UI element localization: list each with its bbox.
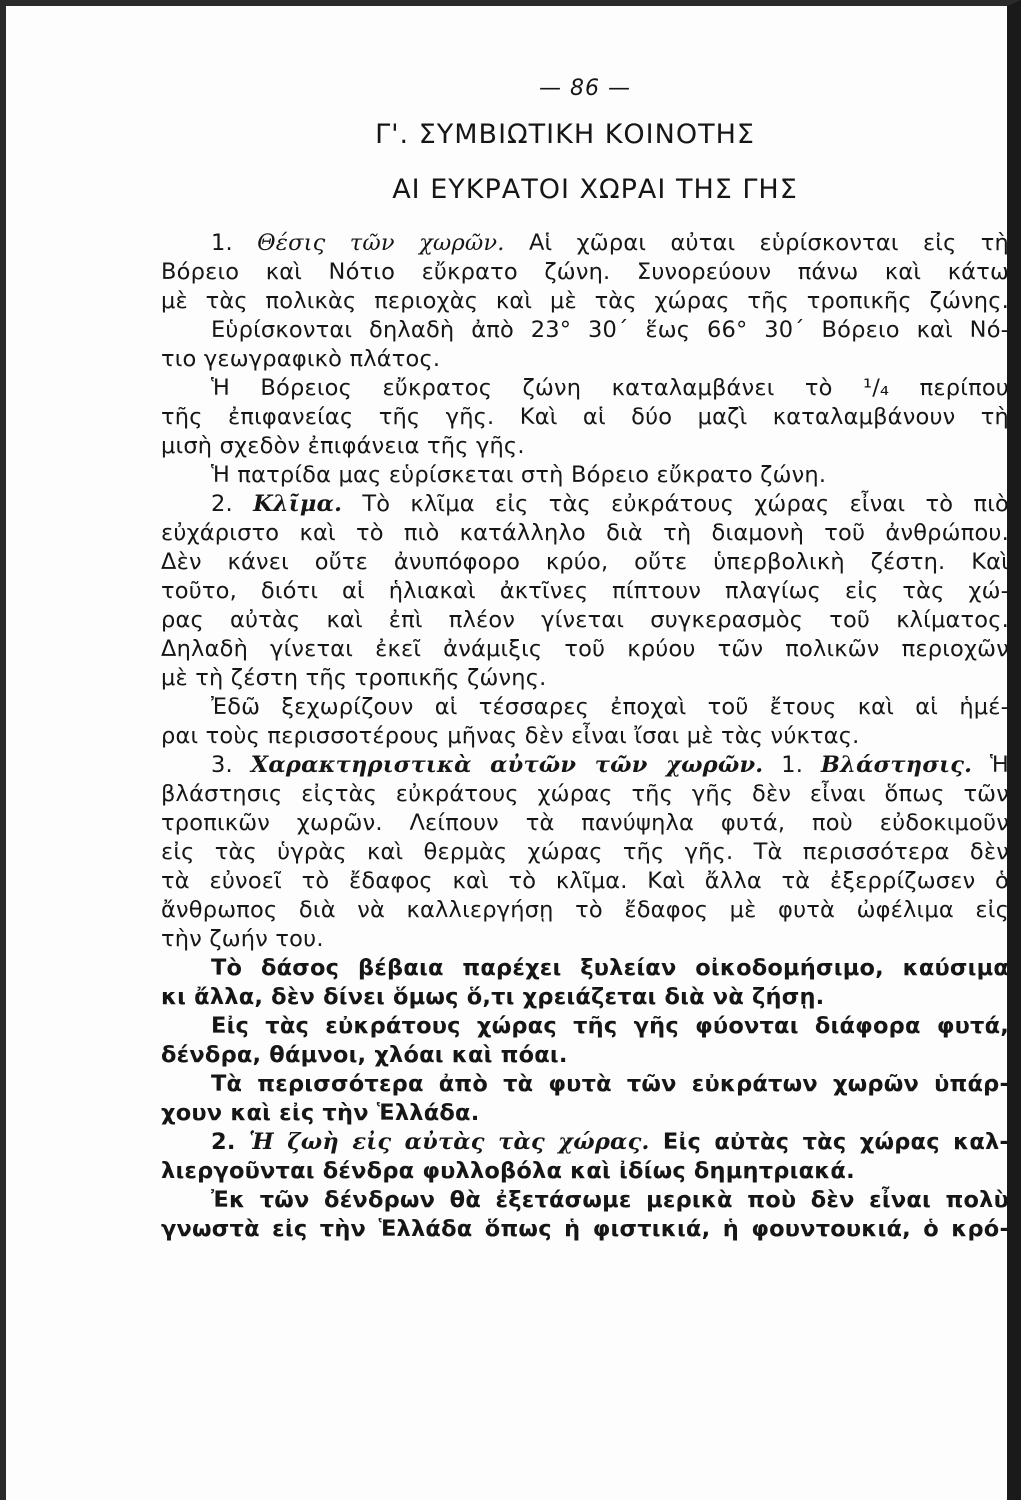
text-line: Ἡ Βόρειος εὔκρατος ζώνη καταλαμβάνει τὸ ¹/₄ περίπου xyxy=(211,375,1009,401)
section-label: Κλῖμα. xyxy=(253,491,343,517)
text-line: λιεργοῦνται δένδρα φυλλοβόλα καὶ ἰδίως δημητριακά. xyxy=(161,1158,855,1184)
text-line: κι ἄλλα, δὲν δίνει ὅμως ὅ,τι χρειάζεται διὰ νὰ ζήσῃ. xyxy=(161,984,825,1010)
text-line: Δηλαδὴ γίνεται ἐκεῖ ἀνάμιξις τοῦ κρύου τῶν πολικῶν περιοχῶν xyxy=(161,636,1009,662)
text-line: Εἰς τὰς εὐκράτους χώρας τῆς γῆς φύονται διάφορα φυτά, xyxy=(211,1013,1009,1039)
text-line xyxy=(161,490,1009,519)
text-line: τὴν ζωήν του. xyxy=(161,926,324,952)
section-heading: ΑΙ ΕΥΚΡΑΤΟΙ ΧΩΡΑΙ ΤΗΣ ΓΗΣ xyxy=(392,174,798,205)
text-line: γνωστὰ εἰς τὴν Ἑλλάδα ὅπως ἡ φιστικιά, ἡ φουντουκιά, ὁ κρό- xyxy=(161,1216,1009,1242)
text-span: Ἡ xyxy=(990,752,1009,778)
text-line: ρας αὐτὰς καὶ ἐπὶ πλέον γίνεται συγκερασμὸς τοῦ κλίματος. xyxy=(161,607,1009,633)
section-number: 2. xyxy=(211,1129,236,1155)
text-line: Ἐδῶ ξεχωρίζουν αἱ τέσσαρες ἐποχαὶ τοῦ ἔτους καὶ αἱ ἡμέ- xyxy=(211,694,1009,720)
text-line xyxy=(161,751,1009,780)
text-line: χουν καὶ εἰς τὴν Ἑλλάδα. xyxy=(161,1100,480,1126)
subsection-number: 1. xyxy=(781,752,804,778)
text-line: Εὑρίσκονται δηλαδὴ ἀπὸ 23° 30΄ ἕως 66° 30΄ Βόρειο καὶ Νό- xyxy=(211,317,1009,343)
chapter-heading: Γ'. ΣΥΜΒΙΩΤΙΚΗ ΚΟΙΝΟΤΗΣ xyxy=(375,119,755,150)
text-line: μὲ τὰς πολικὰς περιοχὰς καὶ μὲ τὰς χώρας τῆς τροπικῆς ζώνης. xyxy=(161,288,1009,314)
page-number: — 86 — xyxy=(539,76,631,101)
section-number: 2. xyxy=(211,491,233,517)
section-label: Θέσις τῶν χωρῶν. xyxy=(257,230,505,256)
text-line xyxy=(161,229,1009,258)
text-line: τιο γεωγραφικὸ πλάτος. xyxy=(161,346,441,372)
text-line xyxy=(161,1128,1009,1157)
section-label: Ἡ ζωὴ εἰς αὐτὰς τὰς χώρας. xyxy=(249,1129,650,1155)
text-line: εἰς τὰς ὑγρὰς καὶ θερμὰς χώρας τῆς γῆς. Τὰ περισσότερα δὲν xyxy=(161,839,1009,865)
section-number: 1. xyxy=(211,230,233,256)
text-span: Εἰς αὐτὰς τὰς χώρας καλ- xyxy=(662,1129,1009,1155)
text-line: βλάστησις εἰςτὰς εὐκράτους χώρας τῆς γῆς δὲν εἶναι ὅπως τῶν xyxy=(161,781,1009,807)
text-line: Τὸ δάσος βέβαια παρέχει ξυλείαν οἰκοδομήσιμο, καύσιμα xyxy=(211,955,1009,981)
text-line: μὲ τὴ ζέστη τῆς τροπικῆς ζώνης. xyxy=(161,665,547,691)
text-line: μισὴ σχεδὸν ἐπιφάνεια τῆς γῆς. xyxy=(161,433,525,459)
section-label: Χαρακτηριστικὰ αὐτῶν τῶν χωρῶν. xyxy=(250,752,764,778)
text-line: τὰ εὐνοεῖ τὸ ἔδαφος καὶ τὸ κλῖμα. Καὶ ἄλλα τὰ ἐξερρίζωσεν ὁ xyxy=(161,868,1009,894)
text-line: δένδρα, θάμνοι, χλόαι καὶ πόαι. xyxy=(161,1042,568,1068)
section-number: 3. xyxy=(211,752,233,778)
text-line: ραι τοὺς περισσοτέρους μῆνας δὲν εἶναι ἴσαι μὲ τὰς νύκτας. xyxy=(161,723,860,749)
text-line: εὐχάριστο καὶ τὸ πιὸ κατάλληλο διὰ τὴ διαμονὴ τοῦ ἀνθρώπου. xyxy=(161,520,1009,546)
text-span: Αἱ χῶραι αὐται εὑρίσκονται εἰς τὴ xyxy=(528,230,1010,256)
text-span: Τὸ κλῖμα εἰς τὰς εὐκράτους χώρας εἶναι τὸ πιὸ xyxy=(362,491,1009,517)
text-line: Βόρειο καὶ Νότιο εὔκρατο ζώνη. Συνορεύουν πάνω καὶ κάτω xyxy=(161,259,1009,285)
text-line: Τὰ περισσότερα ἀπὸ τὰ φυτὰ τῶν εὐκράτων χωρῶν ὑπάρ- xyxy=(211,1071,1009,1097)
text-line: τοῦτο, διότι αἱ ἡλιακαὶ ἀκτῖνες πίπτουν πλαγίως εἰς τὰς χώ- xyxy=(161,578,1009,604)
text-line: τροπικῶν χωρῶν. Λείπουν τὰ πανύψηλα φυτά, ποὺ εὐδοκιμοῦν xyxy=(161,810,1009,836)
text-line: τῆς ἐπιφανείας τῆς γῆς. Καὶ αἱ δύο μαζὶ καταλαμβάνουν τὴ xyxy=(161,404,1009,430)
text-line: Ἐκ τῶν δένδρων θὰ ἐξετάσωμε μερικὰ ποὺ δὲν εἶναι πολὺ xyxy=(211,1187,1009,1213)
text-column xyxy=(161,76,1009,1244)
text-line: Ἡ πατρίδα μας εὑρίσκεται στὴ Βόρειο εὔκρατο ζώνη. xyxy=(211,462,827,488)
text-line: Δὲν κάνει οὔτε ἀνυπόφορο κρύο, οὔτε ὑπερβολικὴ ζέστη. Καὶ xyxy=(161,549,1009,575)
text-line: ἄνθρωπος διὰ νὰ καλλιεργήσῃ τὸ ἔδαφος μὲ φυτὰ ὠφέλιμα εἰς xyxy=(161,897,1009,923)
subsection-label: Βλάστησις. xyxy=(820,752,973,778)
